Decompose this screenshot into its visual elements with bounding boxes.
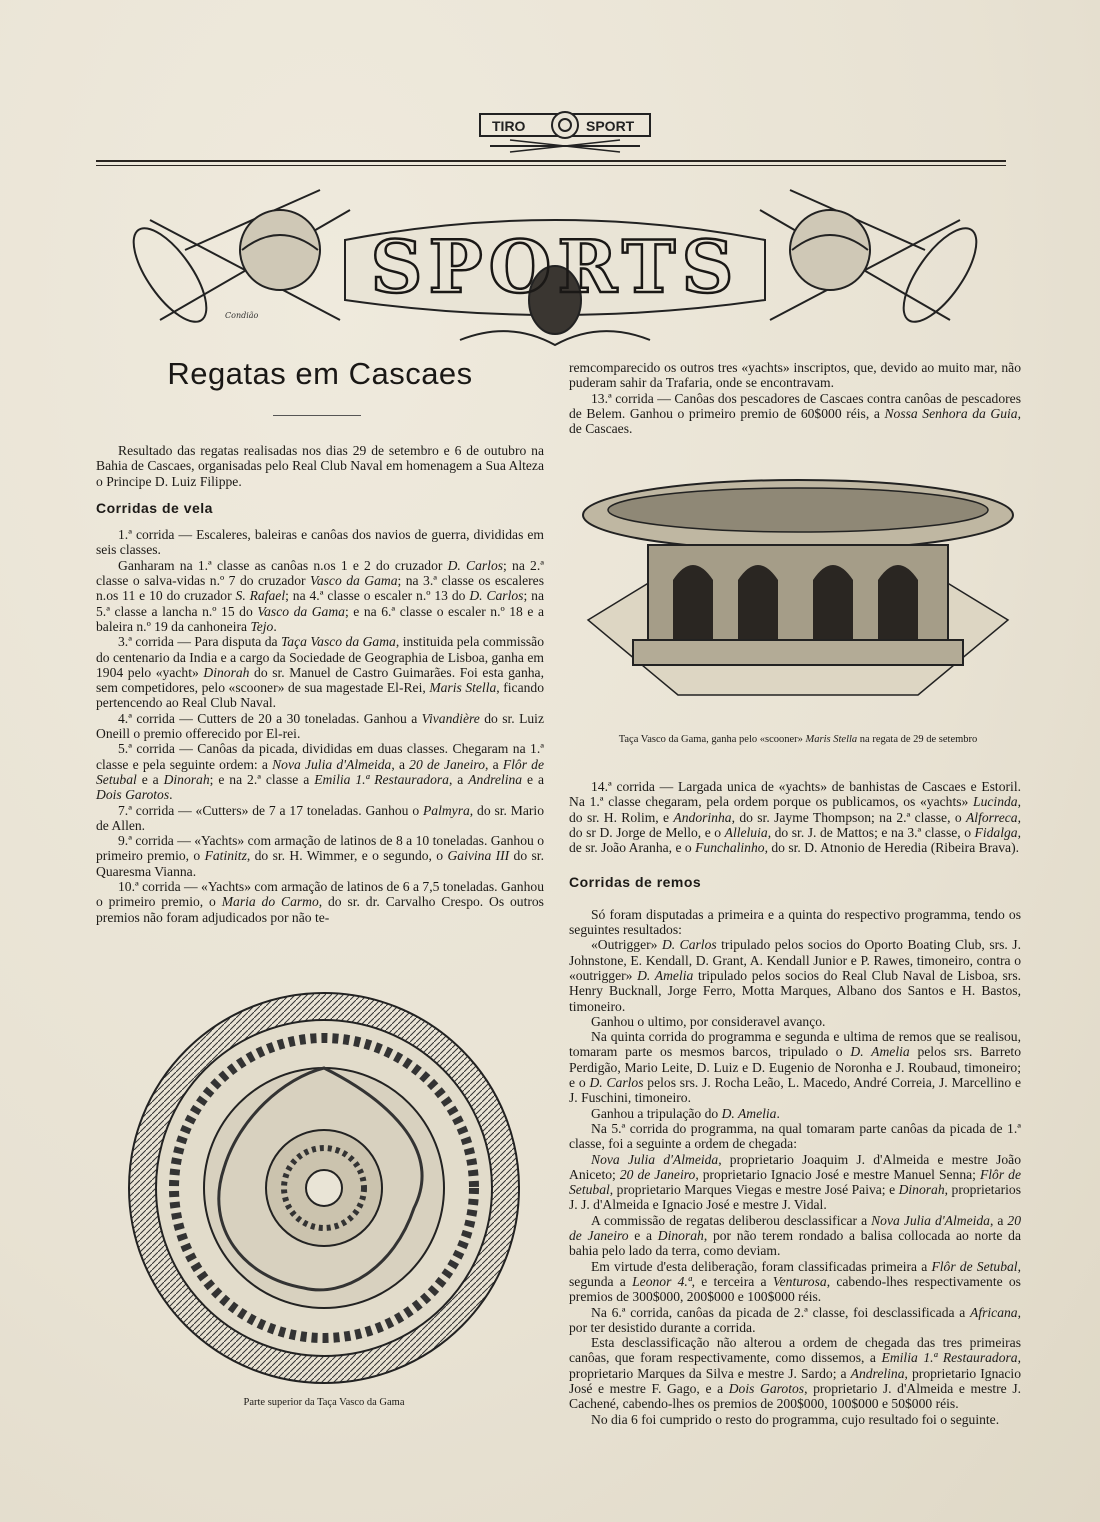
taca-vasco-da-gama-illustration [578, 470, 1018, 710]
race-5-paragraph: 5.ª corrida — Canôas da picada, divididas em duas classes. Chegaram na 1.ª classe e pela seguinte ordem: a Nova Julia d'Almeida, a 20 de Janeiro, a Flôr de Setubal e a Dinorah; e na 2.ª classe a Emilia 1.ª Restauradora, a Andrelina e a Dois Garotos. [96, 741, 544, 803]
article-title: Regatas em Cascaes [167, 356, 473, 391]
remos-nao-alterou: Esta desclassificação não alterou a ordem de chegada das tres primeiras canôas, que foram respectivamente, como dissemos, a Emilia 1.ª Restauradora, proprietario Marques da Silva e mestre J. Sardo; a Andrelina, proprietario Ignacio José e mestre F. Gago, e a Dois Garotos, proprietario J. d'Almeida e mestre J. Cachené, cabendo-lhes os premios de 200$000, 100$000 e 50$000 réis. [569, 1335, 1022, 1412]
race-1-paragraph: 1.ª corrida — Escaleres, baleiras e canôas dos navios de guerra, divididas em seis classes. [96, 527, 544, 558]
remos-won-last: Ganhou o ultimo, por consideravel avanço. [591, 1013, 826, 1029]
race-14-paragraph: 14.ª corrida — Largada unica de «yachts» de banhistas de Cascaes e Estoril. Na 1.ª classe chegaram, pela ordem porque os publicamos, os «yachts» Lucinda, do sr. H. Rolim, e Andorinha, do sr. Jayme Thompson; na 2.ª classe, o Alforreca, do sr D. Jorge de Mello, e o Alleluia, do sr. J. de Mattos; e na 3.ª classe, o Fidalga, de sr. João Aranha, e o Funchalinho, do sr. D. Atnonio de Heredia (Ribeira Brava). [569, 779, 1021, 856]
race-1-winners-paragraph: Ganharam na 1.ª classe as canôas n.os 1 e 2 do cruzador D. Carlos; na 2.ª classe o salva-vidas n.º 7 do cruzador Vasco da Gama; na 3.ª classe os escaleres n.os 11 e 10 do cruzador S. Rafael; na 4.ª classe o escaler n.º 13 do D. Carlos; na 5.ª classe a lancha n.º 15 do Vasco da Gama; e na 6.ª classe o escaler n.º 18 e a baleira n.º 19 da canhoneira Tejo. [96, 557, 545, 634]
section-heading-remos: Corridas de remos [569, 874, 702, 891]
remos-quinta-paragraph: Na quinta corrida do programma e segunda e ultima de remos que se realisou, tomaram parte os mesmos barcos, tripulado o D. Amelia pelos srs. Barreto Perdigão, Mario Leite, D. Luiz e D. Eugenio de Noronha e J. Roubaud, timoneiro; e o D. Carlos pelos srs. J. Rocha Leão, L. Macedo, André Correia, J. Marcellino e J. Fuschini, timoneiro. [569, 1029, 1021, 1106]
right-column-bottom-text [569, 779, 1021, 1427]
masthead-right-text: SPORT [586, 118, 635, 134]
tiro-e-sport-masthead-logo [470, 100, 660, 160]
race-13-paragraph: 13.ª corrida — Canôas dos pescadores de Cascaes contra canôas de pescadores de Belem. Ganhou o primeiro premio de 60$000 réis, a Nossa Senhora da Guia, de Cascaes. [569, 390, 1021, 437]
remos-intro: Só foram disputadas a primeira e a quinta do respectivo programma, tendo os seguintes resultados: [569, 906, 1021, 938]
race-10-paragraph: 10.ª corrida — «Yachts» com armação de latinos de 6 a 7,5 toneladas. Ganhou o primeiro premio, o Maria do Carmo, do sr. dr. Carvalho Crespo. Os outros premios não foram adjudicados por não te- [96, 879, 544, 925]
intro-paragraph: Resultado das regatas realisadas nos dias 29 de setembro e 6 de outubro na Bahia de Cascaes, organisadas pelo Real Club Naval em homenagem a Sua Alteza o Principe D. Luiz Filippe. [96, 443, 544, 489]
race-10-continuation: remcomparecido os outros tres «yachts» inscriptos, que, devido ao muito mar, não puderam sahir da Trafaria, onde se encontravam. [569, 360, 1021, 391]
trophy-caption: Taça Vasco da Gama, ganha pelo «scooner» Maris Stella na regata de 29 de setembro [618, 734, 978, 745]
right-column-top-text [569, 360, 1021, 436]
race-3-paragraph: 3.ª corrida — Para disputa da Taça Vasco da Gama, instituida pela commissão do centenario da India e a cargo da Sociedade de Geographia de Lisboa, ganha em 1904 pelo «yacht» Dinorah do sr. Manuel de Castro Guimarães. Foi esta ganha, sem competidores, pelo «scooner» de sua magestade El-Rei, Maris Stella, ficando pertencendo ao Real Club Naval. [96, 634, 545, 711]
remos-outrigger-paragraph: «Outrigger» D. Carlos tripulado pelos socios do Oporto Boating Club, srs. J. Johnstone, E. Kendall, D. Grant, A. Kendall Junior e P. Rawes, timoneiro, contra o «outrigger» D. Amelia tripulado pelos socios do Real Club Naval de Lisboa, srs. Henry Bucknall, Jorge Ferro, Motta Marques, Albano dos Santos e H. Bastos, timoneiro. [569, 937, 1022, 1014]
sports-banner-text: SPORTS [370, 224, 740, 309]
remos-dia-6: No dia 6 foi cumprido o resto do programma, cujo resultado foi o seguinte. [591, 1411, 1000, 1427]
remos-6-paragraph: Na 6.ª corrida, canôas da picada de 2.ª classe, foi desclassificada a Africana, por ter desistido durante a corrida. [569, 1304, 1021, 1335]
banner-signature: Condião [225, 311, 259, 320]
remos-virtude: Em virtude d'esta deliberação, foram classificadas primeira a Flôr de Setubal, segunda a Leonor 4.ª, e terceira a Venturosa, cabendo-lhes respectivamente os premios de 300$000, 200$000 e 100$000 réis. [569, 1258, 1021, 1305]
plate-caption: Parte superior da Taça Vasco da Gama [243, 1397, 405, 1408]
title-divider [273, 415, 361, 416]
remos-desclassificar: A commissão de regatas deliberou desclassificar a Nova Julia d'Almeida, a 20 de Janeiro e a Dinorah, por não terem rondado a balisa collocada ao norte da bahia pelo lado da terra, como deviam. [569, 1212, 1021, 1259]
remos-5-paragraph: Na 5.ª corrida do programma, na qual tomaram parte canôas da picada de 1.ª classe, foi a seguinte a ordem de chegada: [569, 1120, 1021, 1152]
remos-won-amelia: Ganhou a tripulação do D. Amelia. [591, 1105, 780, 1121]
remos-5-results: Nova Julia d'Almeida, proprietario Joaquim J. d'Almeida e mestre João Aniceto; 20 de Janeiro, proprietario Ignacio José e mestre Manuel Senna; Flôr de Setubal, proprietario Marques Viegas e mestre José Paiva; e Dinorah, proprietarios J. J. d'Almeida e Ignacio José e mestre J. Vidal. [569, 1151, 1021, 1213]
race-7-paragraph: 7.ª corrida — «Cutters» de 7 a 17 toneladas. Ganhou o Palmyra, do sr. Mario de Allen. [96, 802, 544, 833]
taca-top-plate-illustration [104, 988, 544, 1388]
left-column-text [96, 443, 544, 925]
header-rule-top [96, 160, 1006, 162]
race-4-paragraph: 4.ª corrida — Cutters de 20 a 30 toneladas. Ganhou a Vivandière do sr. Luiz Oneill o premio offerecido por El-rei. [96, 710, 544, 742]
section-heading-vela: Corridas de vela [96, 499, 213, 516]
masthead-left-text: TIRO [492, 118, 526, 134]
race-9-paragraph: 9.ª corrida — «Yachts» com armação de latinos de 8 a 10 toneladas. Ganhou o primeiro premio, o Fatinitz, do sr. H. Wimmer, e o segundo, o Gaivina III do sr. Quaresma Vianna. [96, 833, 544, 879]
sports-banner-illustration [130, 180, 980, 360]
header-rule-bottom [96, 165, 1006, 166]
